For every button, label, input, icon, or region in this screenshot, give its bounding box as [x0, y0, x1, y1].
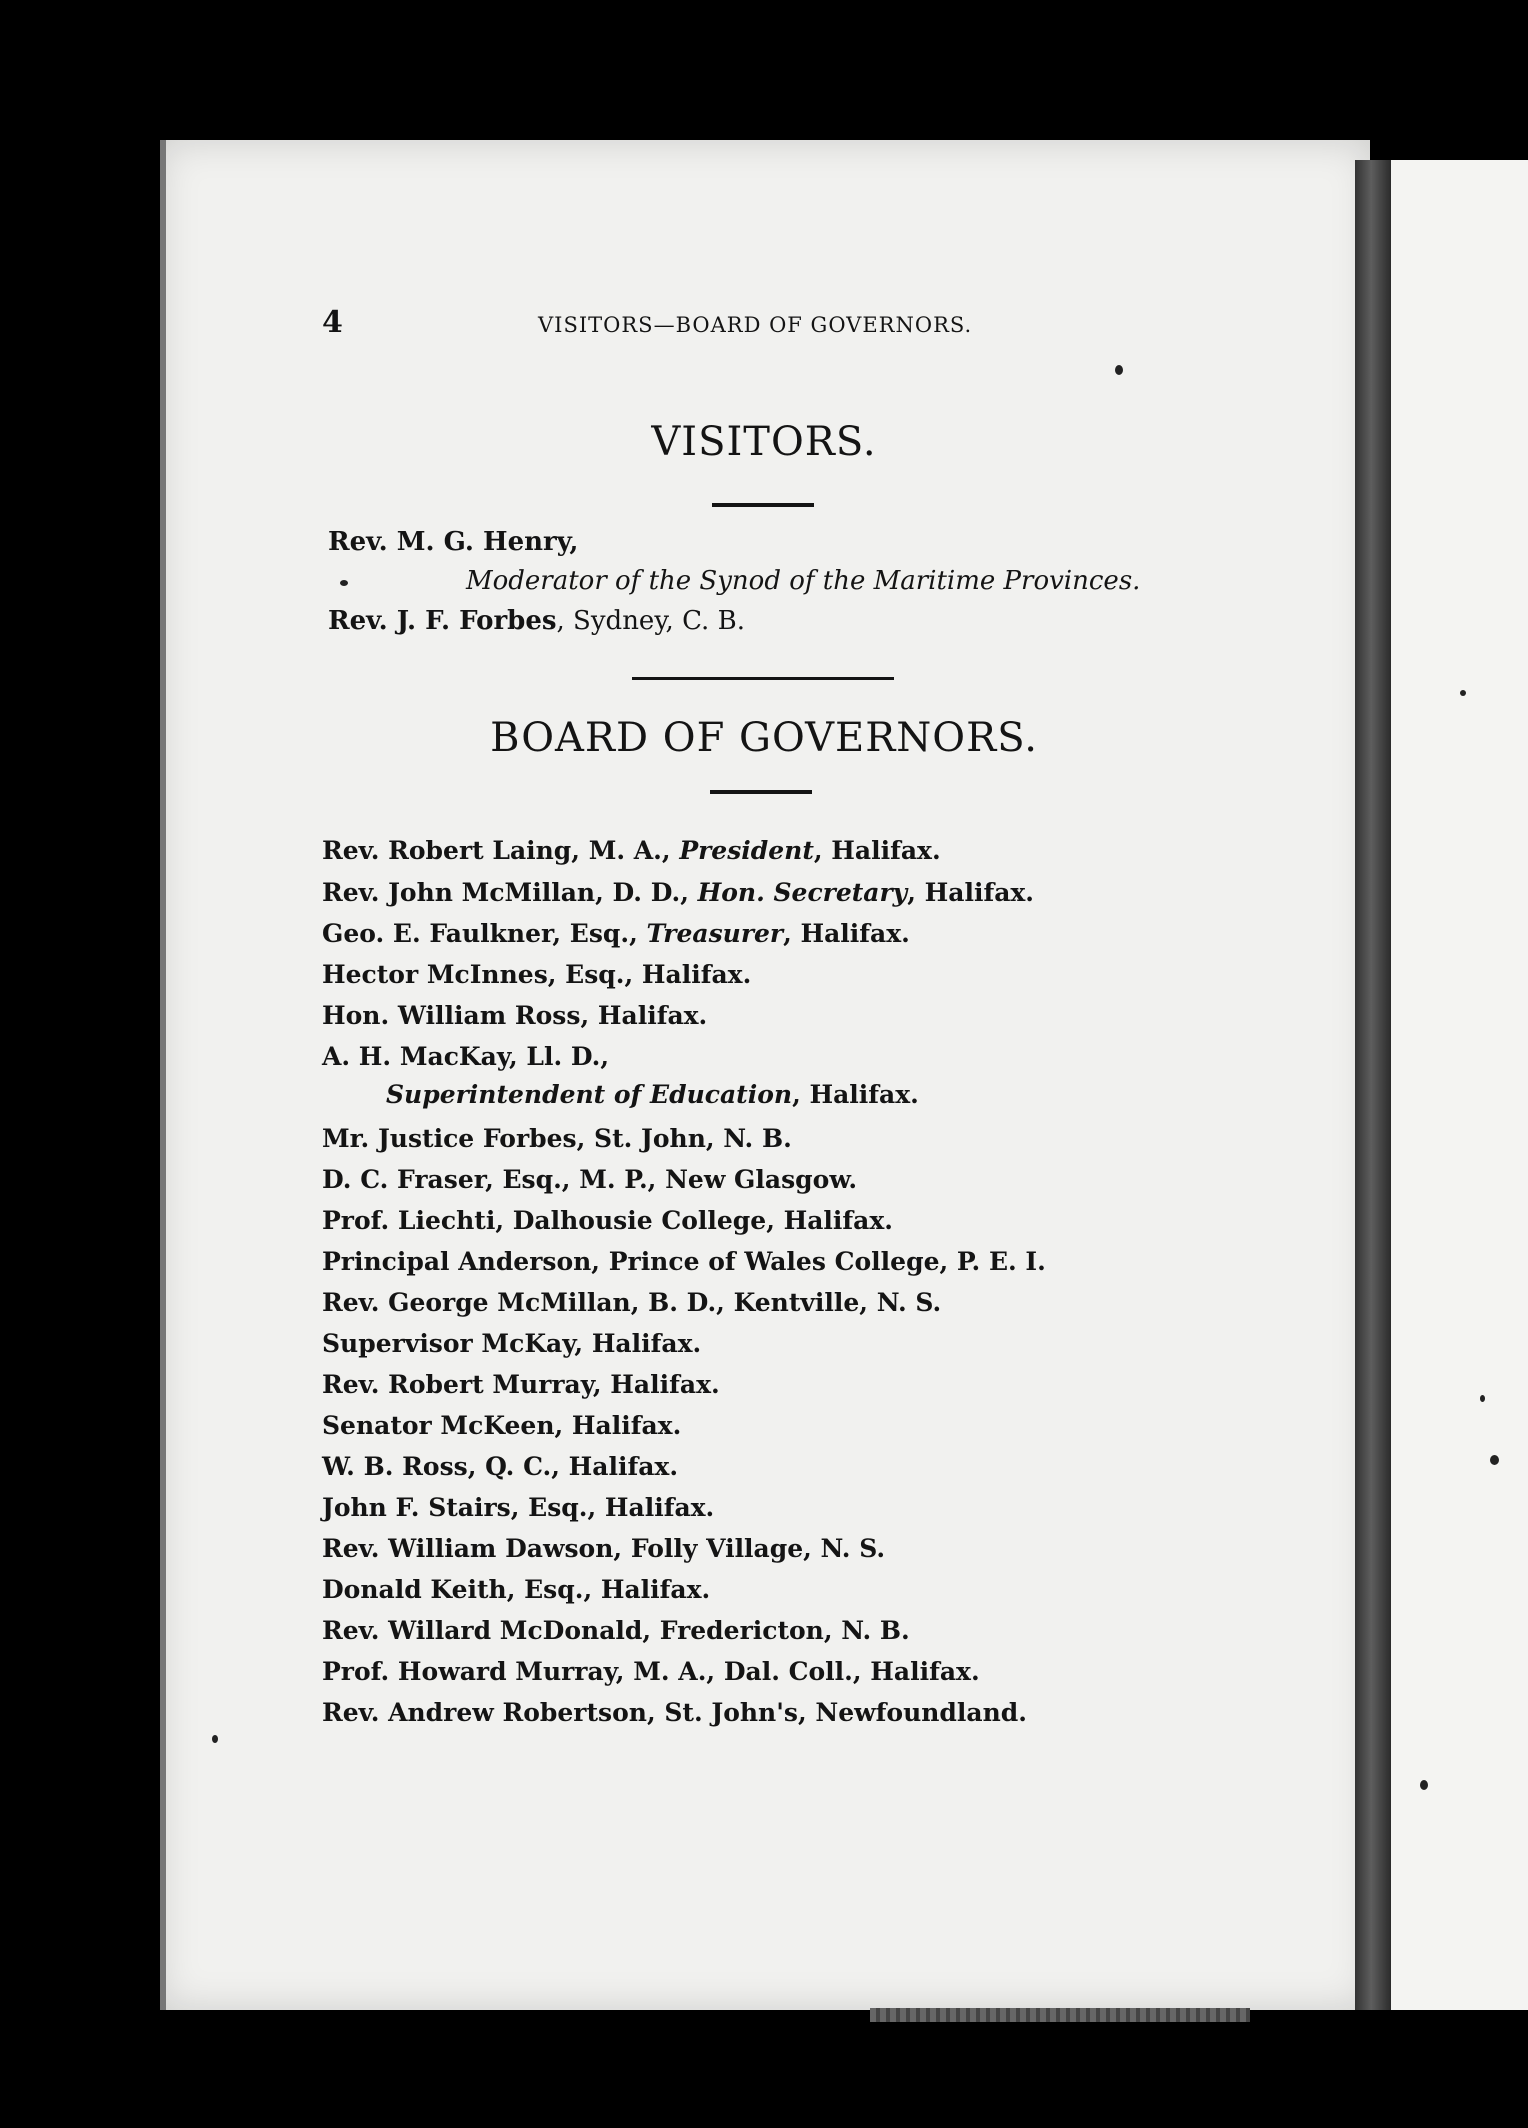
governor-place: St. John's, Newfoundland.: [655, 1698, 1027, 1727]
governor-entry: [322, 1121, 792, 1157]
page-number: 4: [322, 305, 343, 340]
visitor-name: Rev. J. F. Forbes: [328, 606, 557, 636]
governor-place: , Halifax.: [907, 878, 1035, 907]
governor-entry: [322, 957, 751, 993]
governor-place: Halifax.: [589, 1001, 708, 1030]
visitors-heading-rule: [712, 503, 814, 507]
governor-entry: [322, 1326, 701, 1362]
scan-speck: [1480, 1395, 1485, 1402]
visitors-heading: VISITORS.: [651, 419, 877, 465]
governor-name: Rev. Andrew Robertson,: [322, 1698, 656, 1727]
governor-entry: [322, 1367, 720, 1403]
running-head: [0, 305, 1528, 340]
governor-entry: [322, 998, 707, 1034]
visitor-name: Rev. M. G. Henry,: [328, 527, 579, 557]
governor-entry: [322, 1695, 1027, 1731]
governor-entry: [322, 1408, 681, 1444]
governor-entry: [322, 1531, 885, 1567]
governor-place: Fredericton, N. B.: [651, 1616, 910, 1645]
visitor-entry: [328, 524, 578, 560]
governor-name: W. B. Ross, Q. C.,: [322, 1452, 560, 1481]
governor-place: , Halifax.: [813, 836, 941, 865]
governor-name: Supervisor McKay,: [322, 1329, 584, 1358]
governor-entry-continued: [386, 1077, 919, 1113]
section-divider-rule: [632, 677, 894, 680]
governor-place: Kentville, N. S.: [724, 1288, 942, 1317]
governor-name: Mr. Justice Forbes,: [322, 1124, 586, 1153]
governor-entry: [322, 833, 941, 869]
governor-entry: [322, 875, 1034, 911]
governor-name: Rev. John McMillan, D. D.,: [322, 878, 689, 907]
governor-place: Halifax.: [563, 1411, 682, 1440]
governor-entry: [322, 916, 910, 952]
visitor-place: , Sydney, C. B.: [556, 606, 745, 636]
governor-name: John F. Stairs, Esq.,: [322, 1493, 597, 1522]
governor-entry: [322, 1039, 609, 1075]
scan-speck: [1115, 365, 1123, 375]
governor-place: Halifax.: [596, 1493, 715, 1522]
governor-role: Treasurer: [646, 919, 784, 948]
governor-place: , Halifax.: [792, 1080, 919, 1109]
governor-entry: [322, 1654, 980, 1690]
governor-entry: [322, 1490, 714, 1526]
governor-name: Rev. Robert Murray,: [322, 1370, 602, 1399]
board-heading: BOARD OF GOVERNORS.: [490, 715, 1038, 761]
governor-role: Hon. Secretary: [697, 878, 908, 907]
governor-place: , Halifax.: [783, 919, 910, 948]
governor-name: Prof. Liechti,: [322, 1206, 505, 1235]
running-head-title: VISITORS—BOARD OF GOVERNORS.: [538, 313, 973, 337]
governor-name: Principal Anderson,: [322, 1247, 601, 1276]
governor-entry: [322, 1162, 857, 1198]
governor-name: Geo. E. Faulkner, Esq.,: [322, 919, 638, 948]
governor-name: Senator McKeen,: [322, 1411, 564, 1440]
governor-place: Halifax.: [633, 960, 752, 989]
governor-name: Rev. George McMillan, B. D.,: [322, 1288, 725, 1317]
governor-place: Dalhousie College, Halifax.: [504, 1206, 893, 1235]
visitor-entry: [328, 603, 745, 639]
governor-name: Donald Keith, Esq.,: [322, 1575, 593, 1604]
governor-name: Hector McInnes, Esq.,: [322, 960, 634, 989]
governor-name: D. C. Fraser, Esq., M. P.,: [322, 1165, 657, 1194]
governor-entry: [322, 1285, 941, 1321]
governor-place: Halifax.: [592, 1575, 711, 1604]
scan-speck: [1490, 1455, 1499, 1465]
governor-place: Folly Village, N. S.: [622, 1534, 886, 1563]
governor-name: Rev. Robert Laing, M. A.,: [322, 836, 671, 865]
governor-role: Superintendent of Education: [386, 1080, 793, 1109]
governor-place: Halifax.: [559, 1452, 679, 1481]
governor-place: New Glasgow.: [656, 1165, 858, 1194]
governor-place: Halifax.: [601, 1370, 720, 1399]
governor-place: St. John, N. B.: [585, 1124, 792, 1153]
governor-name: Prof. Howard Murray, M. A.,: [322, 1657, 716, 1686]
governor-place: Halifax.: [583, 1329, 702, 1358]
governor-entry: [322, 1244, 1046, 1280]
governor-entry: [322, 1613, 910, 1649]
governor-place: Dal. Coll., Halifax.: [715, 1657, 980, 1686]
governor-place: Prince of Wales College, P. E. I.: [600, 1247, 1046, 1276]
governor-name: Rev. William Dawson,: [322, 1534, 623, 1563]
governor-entry: [322, 1572, 710, 1608]
governor-name: Hon. William Ross,: [322, 1001, 590, 1030]
governor-name: Rev. Willard McDonald,: [322, 1616, 652, 1645]
board-heading-rule: [710, 790, 812, 794]
scan-speck: [212, 1735, 218, 1743]
scan-speck: [1420, 1780, 1428, 1790]
visitor-role: Moderator of the Synod of the Maritime Provinces.: [466, 566, 1141, 596]
scan-edge-strip: [870, 2008, 1250, 2022]
governor-name: A. H. MacKay, Ll. D.,: [322, 1042, 610, 1071]
governor-entry: [322, 1203, 893, 1239]
scan-speck: [1460, 690, 1466, 696]
governor-role: President: [679, 836, 814, 865]
scan-speck: [340, 580, 348, 586]
governor-entry: [322, 1449, 678, 1485]
